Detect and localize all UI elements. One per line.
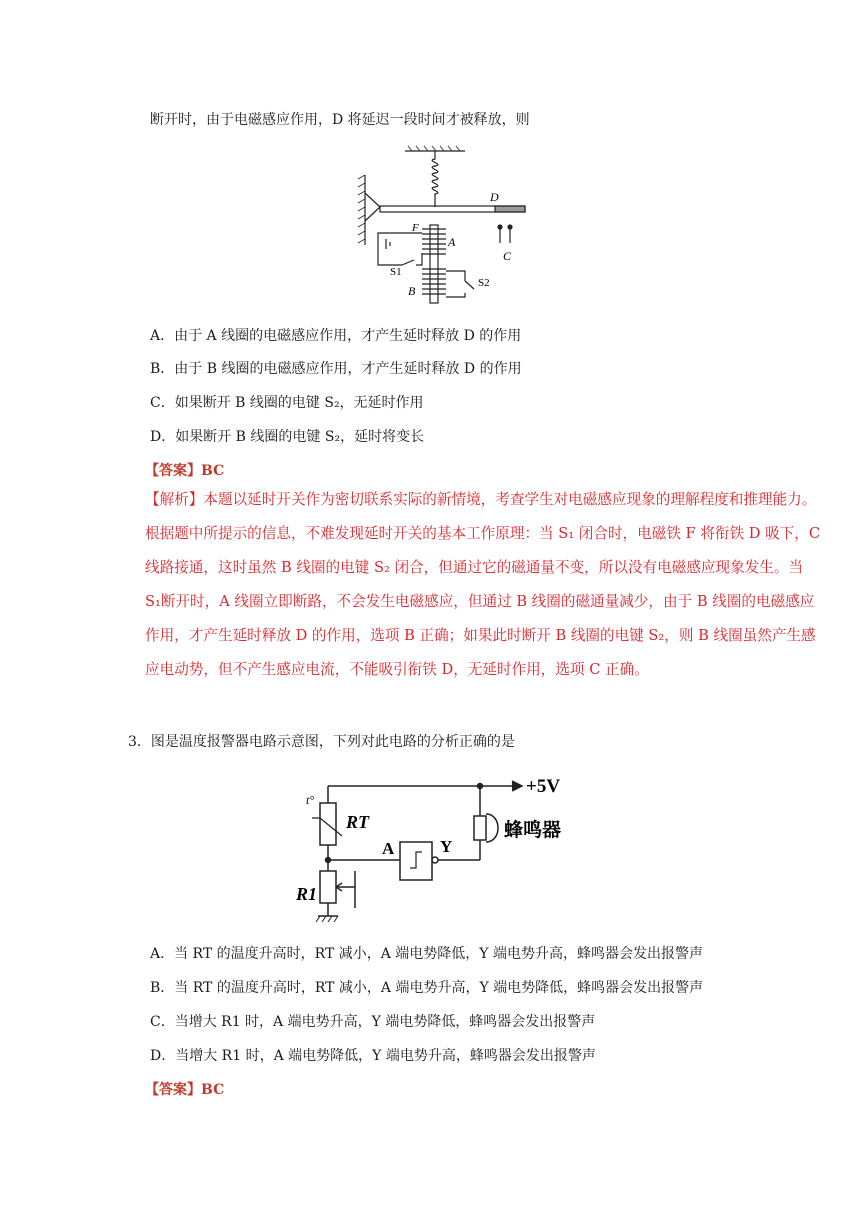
r1-label: R1: [296, 884, 318, 904]
q3-option-a: A．当 RT 的温度升高时，RT 减小，A 端电势降低，Y 端电势升高，蜂鸣器会发出报警声: [150, 946, 703, 962]
explanation-line: 根据题中所提示的信息，不难发现延时开关的基本工作原理：当 S₁ 闭合时，电磁铁 F 将衔铁 D 吸下，C: [145, 525, 821, 542]
explanation-line: S₁断开时，A 线圈立即断路，不会发生电磁感应，但通过 B 线圈的磁通量减少，由于 B 线圈的电磁感应: [145, 593, 815, 610]
q3-option-b: B．当 RT 的温度升高时，RT 减小，A 端电势升高，Y 端电势降低，蜂鸣器会发出报警声: [150, 980, 704, 996]
intro-line: 断开时，由于电磁感应作用，D 将延迟一段时间才被释放，则: [150, 112, 530, 128]
figure-delay-relay: [350, 145, 540, 305]
coil-a: [422, 229, 446, 254]
figure-alarm-circuit: [290, 768, 590, 928]
rt-symbol: t°: [306, 793, 315, 807]
q2-option-c: C．如果断开 B 线圈的电键 S₂，无延时作用: [150, 395, 424, 411]
node-a-label: A: [382, 839, 395, 858]
label-f: F: [412, 222, 419, 234]
q3-answer: 【答案】BC: [145, 1082, 225, 1098]
explanation-line: 【解析】本题以延时开关作为密切联系实际的新情境，考查学生对电磁感应现象的理解程度和推理能力。: [145, 491, 817, 508]
q3-option-d: D．当增大 R1 时，A 端电势降低，Y 端电势升高，蜂鸣器会发出报警声: [150, 1048, 596, 1064]
node-y-label: Y: [440, 837, 453, 856]
q2-explanation: [145, 483, 845, 687]
q2-option-a: A．由于 A 线圈的电磁感应作用，才产生延时释放 D 的作用: [150, 328, 522, 344]
explanation-line: 线路接通，这时虽然 B 线圈的电键 S₂ 闭合，但通过它的磁通量不变，所以没有电磁感应现象发生。当: [145, 559, 804, 576]
q2-answer: 【答案】BC: [145, 463, 225, 479]
explanation-line: 作用，才产生延时释放 D 的作用，选项 B 正确；如果此时断开 B 线圈的电键 S₂，则 B 线圈虽然产生感: [145, 627, 816, 644]
q3-stem: 3．图是温度报警器电路示意图，下列对此电路的分析正确的是: [128, 734, 515, 750]
q3-option-c: C．当增大 R1 时，A 端电势升高，Y 端电势降低，蜂鸣器会发出报警声: [150, 1014, 596, 1030]
explanation-line: 应电动势，但不产生感应电流，不能吸引衔铁 D，无延时作用，选项 C 正确。: [145, 661, 649, 678]
coil-b: [422, 269, 446, 294]
rt-label: RT: [346, 812, 370, 832]
label-a: A: [448, 235, 456, 249]
label-s1: S1: [390, 266, 402, 278]
resistor-r1: [320, 871, 336, 903]
buzzer: [486, 814, 498, 842]
buzzer-label: 蜂鸣器: [504, 820, 562, 841]
label-s2: S2: [478, 277, 490, 289]
spring: [432, 151, 438, 207]
label-d: D: [490, 190, 499, 204]
label-c: C: [503, 249, 512, 263]
supply-label: +5V: [526, 776, 561, 797]
q2-option-d: D．如果断开 B 线圈的电键 S₂，延时将变长: [150, 429, 425, 445]
q2-option-b: B．由于 B 线圈的电磁感应作用，才产生延时释放 D 的作用: [150, 361, 522, 377]
label-b: B: [408, 284, 416, 298]
